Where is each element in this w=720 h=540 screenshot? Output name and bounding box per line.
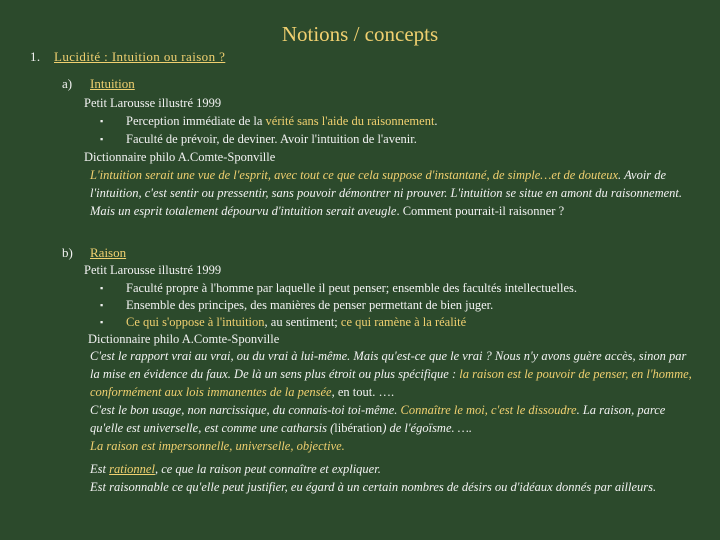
section-1-text: Lucidité : Intuition ou raison ? [54,49,226,64]
bullet-icon: ▪ [100,116,104,126]
bullet-icon: ▪ [100,317,104,327]
raison-quote-4: Est rationnel, ce que la raison peut connaître et expliquer. Est raisonnable ce qu'elle peut justifier, eu égard à un certain nombres de désirs ou d'idéaux donnés par ailleurs. [90,462,657,494]
bullet-icon: ▪ [100,283,104,293]
subsection-a-label: a) [62,76,73,91]
bullet-icon: ▪ [100,134,104,144]
bullet-icon: ▪ [100,300,104,310]
raison-quote-3: La raison est impersonnelle, universelle, objective. [90,439,345,453]
raison-quote-1: C'est le rapport vrai au vrai, ou du vrai à lui-même. Mais qu'est-ce que le vrai ? Nous n'y avons guère accès, sinon par la mise en évidence du faux. De là un sens plus étroit ou plus spécifique : la raison est le pouvoir de penser, en l'homme, conformément aux lois immanentes de la pensée, en tout. …. [90,349,692,399]
raison-source-larousse: Petit Larousse illustré 1999 [84,263,222,277]
intuition-bullet-1: Perception immédiate de la vérité sans l'aide du raisonnement. [126,114,438,128]
subsection-a-title: Intuition [90,76,135,91]
raison-bullet-2: Ensemble des principes, des manières de penser permettant de bien juger. [126,298,494,312]
subsection-a-heading [62,76,135,92]
slide-title: Notions / concepts [281,22,439,46]
raison-source-comte-sponville: Dictionnaire philo A.Comte-Sponville [88,332,280,346]
subsection-b-title: Raison [90,245,127,260]
intuition-bullet-2: Faculté de prévoir, de deviner. Avoir l'intuition de l'avenir. [126,132,417,146]
raison-quote-2: C'est le bon usage, non narcissique, du connais-toi toi-même. Connaître le moi, c'est le dissoudre. La raison, parce qu'elle est universelle, est comme une catharsis (libération) de l'égoïsme. …. [90,403,666,435]
section-1-number: 1. [30,49,41,64]
intuition-source-comte-sponville: Dictionnaire philo A.Comte-Sponville [84,150,276,164]
subsection-b-label: b) [62,245,73,260]
section-1-heading [30,49,225,65]
intuition-source-larousse: Petit Larousse illustré 1999 [84,96,222,110]
raison-bullet-3: Ce qui s'oppose à l'intuition, au sentiment; ce qui ramène à la réalité [126,315,467,329]
raison-bullet-1: Faculté propre à l'homme par laquelle il peut penser; ensemble des facultés intellectuelles. [126,281,578,295]
intuition-quote: L'intuition serait une vue de l'esprit, avec tout ce que cela suppose d'instantané, de simple…et de douteux. Avoir de l'intuition, c'est sentir ou pressentir, sans pouvoir démontrer ni prouver. L'intuition se situe en amont du raisonnement. Mais un esprit totalement dépourvu d'intuition serait aveugle. Comment pourrait-il raisonner ? [90,168,683,218]
subsection-b-heading [62,245,126,261]
